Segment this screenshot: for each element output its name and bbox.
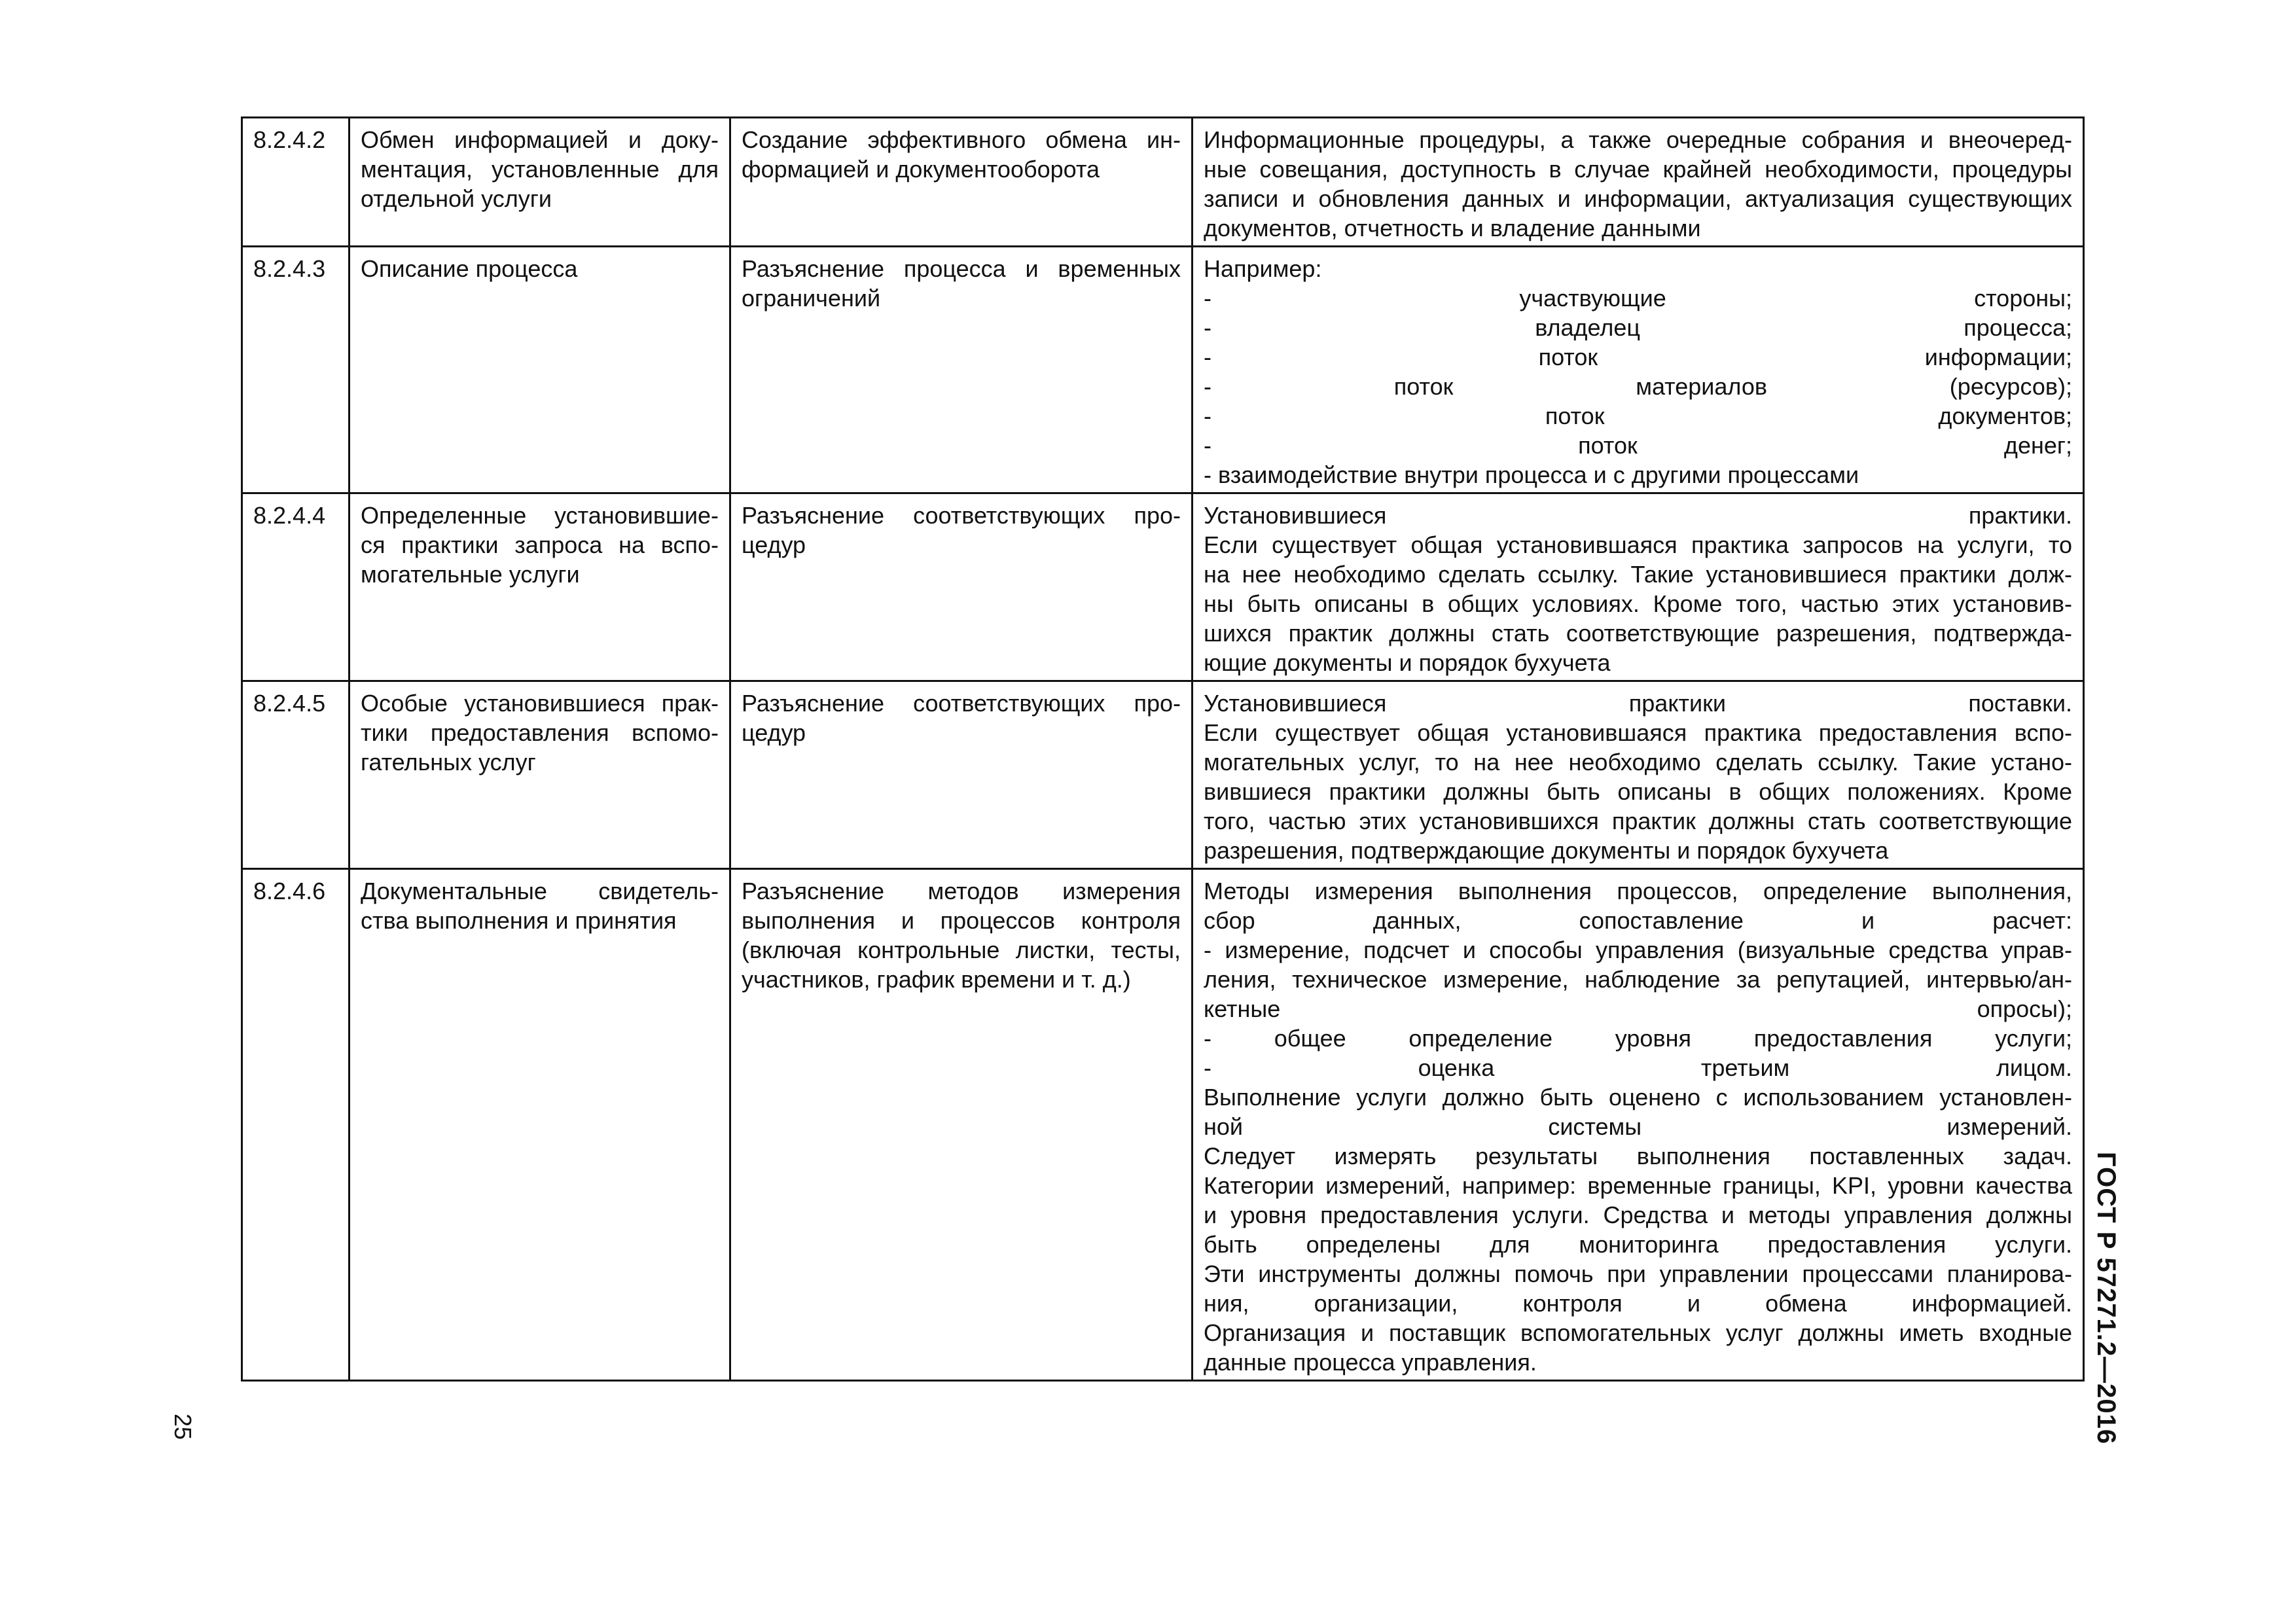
text-line: Например:	[1204, 255, 1322, 282]
text-line: ния, организации, контроля и обмена информацией.	[1204, 1290, 2072, 1317]
table-body	[242, 118, 2084, 1381]
clause-purpose-cell	[730, 118, 1193, 247]
text-line: - общее определение уровня предоставления услуги;	[1204, 1025, 2072, 1052]
clause-purpose-cell	[730, 681, 1193, 869]
text-line: тики предоставления вспомо-	[361, 719, 719, 746]
text-line: - владелец процесса;	[1204, 314, 2072, 341]
text-line: Разъяснение процесса и временных	[742, 255, 1181, 282]
text-line: Разъяснение методов измерения	[742, 878, 1181, 904]
text-line: Особые установившиеся прак-	[361, 690, 719, 717]
text-line: шихся практик должны стать соответствующие разрешения, подтвержда-	[1204, 620, 2072, 647]
text-line: - измерение, подсчет и способы управления (визуальные средства управ-	[1204, 936, 2072, 963]
text-line: - участвующие стороны;	[1204, 285, 2072, 312]
clause-details-cell	[1193, 869, 2084, 1381]
clause-number-cell: 8.2.4.5	[242, 681, 350, 869]
clause-title-cell	[350, 869, 730, 1381]
text-line: Разъяснение соответствующих про-	[742, 690, 1181, 717]
text-line: ны быть описаны в общих условиях. Кроме того, частью этих установив-	[1204, 590, 2072, 617]
text-line: Информационные процедуры, а также очередные собрания и внеочеред-	[1204, 126, 2072, 153]
clause-details-cell	[1193, 247, 2084, 493]
text-line: ющие документы и порядок бухучета	[1204, 649, 1611, 676]
clause-number-cell: 8.2.4.2	[242, 118, 350, 247]
text-line: данные процесса управления.	[1204, 1349, 1537, 1376]
text-line: могательных услуг, то на нее необходимо сделать ссылку. Такие устано-	[1204, 749, 2072, 776]
text-line: кетные опросы);	[1204, 995, 2072, 1022]
text-line: Категории измерений, например: временные границы, KPI, уровни качества	[1204, 1172, 2072, 1199]
text-line: - поток документов;	[1204, 402, 2072, 429]
text-line: - поток денег;	[1204, 432, 2072, 459]
clause-details-cell	[1193, 681, 2084, 869]
text-line: разрешения, подтверждающие документы и порядок бухучета	[1204, 837, 1889, 864]
page-number: 25	[170, 1414, 196, 1440]
standard-code: ГОСТ Р 57271.2—2016	[2092, 1152, 2121, 1445]
text-line: ления, техническое измерение, наблюдение за репутацией, интервью/ан-	[1204, 966, 2072, 993]
text-line: Обмен информацией и доку-	[361, 126, 719, 153]
text-line: гательных услуг	[361, 749, 536, 776]
text-line: записи и обновления данных и информации, актуализация существующих	[1204, 185, 2072, 212]
text-line: на нее необходимо сделать ссылку. Такие установившиеся практики долж-	[1204, 561, 2072, 588]
text-line: ные совещания, доступность в случае крайней необходимости, процедуры	[1204, 156, 2072, 183]
text-line: - поток материалов (ресурсов);	[1204, 373, 2072, 400]
text-line: того, частью этих установившихся практик должны стать соответствующие	[1204, 808, 2072, 834]
text-line: Эти инструменты должны помочь при управлении процессами планирова-	[1204, 1260, 2072, 1287]
clause-purpose-cell	[730, 247, 1193, 493]
clause-number-cell: 8.2.4.4	[242, 493, 350, 681]
text-line: - взаимодействие внутри процесса и с другими процессами	[1204, 461, 1859, 488]
text-line: Если существует общая установившаяся практика предоставления вспо-	[1204, 719, 2072, 746]
table-row	[242, 681, 2084, 869]
text-line: Методы измерения выполнения процессов, определение выполнения,	[1204, 878, 2072, 904]
clause-details-cell	[1193, 493, 2084, 681]
requirements-table	[241, 116, 2085, 1382]
text-line: цедур	[742, 719, 806, 746]
clause-details-cell	[1193, 118, 2084, 247]
text-line: отдельной услуги	[361, 185, 552, 212]
text-line: - поток информации;	[1204, 344, 2072, 370]
text-line: Установившиеся практики поставки.	[1204, 690, 2072, 717]
text-line: Документальные свидетель-	[361, 878, 719, 904]
text-line: (включая контрольные листки, тесты,	[742, 936, 1181, 963]
text-line: Если существует общая установившаяся практика запросов на услуги, то	[1204, 531, 2072, 558]
text-line: участников, график времени и т. д.)	[742, 966, 1131, 993]
text-line: ства выполнения и принятия	[361, 907, 677, 934]
text-line: Следует измерять результаты выполнения поставленных задач.	[1204, 1143, 2072, 1169]
clause-purpose-cell	[730, 869, 1193, 1381]
text-line: Выполнение услуги должно быть оценено с использованием установлен-	[1204, 1084, 2072, 1111]
text-line: - оценка третьим лицом.	[1204, 1054, 2072, 1081]
clause-title-cell	[350, 493, 730, 681]
clause-title-cell	[350, 118, 730, 247]
text-line: могательные услуги	[361, 561, 580, 588]
clause-title-cell	[350, 681, 730, 869]
clause-title-cell	[350, 247, 730, 493]
text-line: формацией и документооборота	[742, 156, 1100, 183]
text-line: ограничений	[742, 285, 881, 312]
text-line: ся практики запроса на вспо-	[361, 531, 719, 558]
text-line: Определенные установившие-	[361, 502, 719, 529]
table-row	[242, 118, 2084, 247]
text-line: вившиеся практики должны быть описаны в общих положениях. Кроме	[1204, 778, 2072, 805]
text-line: быть определены для мониторинга предоставления услуги.	[1204, 1231, 2072, 1258]
text-line: документов, отчетность и владение данными	[1204, 215, 1701, 241]
text-line: Создание эффективного обмена ин-	[742, 126, 1181, 153]
text-line: Разъяснение соответствующих про-	[742, 502, 1181, 529]
clause-purpose-cell	[730, 493, 1193, 681]
clause-number-cell: 8.2.4.6	[242, 869, 350, 1381]
text-line: сбор данных, сопоставление и расчет:	[1204, 907, 2072, 934]
table-row	[242, 247, 2084, 493]
text-line: и уровня предоставления услуги. Средства и методы управления должны	[1204, 1202, 2072, 1228]
text-line: выполнения и процессов контроля	[742, 907, 1181, 934]
text-line: цедур	[742, 531, 806, 558]
text-line: ментация, установленные для	[361, 156, 719, 183]
text-line: Описание процесса	[361, 255, 578, 282]
text-line: Установившиеся практики.	[1204, 502, 2072, 529]
table-row	[242, 869, 2084, 1381]
clause-number-cell: 8.2.4.3	[242, 247, 350, 493]
text-line: ной системы измерений.	[1204, 1113, 2072, 1140]
table-row	[242, 493, 2084, 681]
text-line: Организация и поставщик вспомогательных услуг должны иметь входные	[1204, 1319, 2072, 1346]
